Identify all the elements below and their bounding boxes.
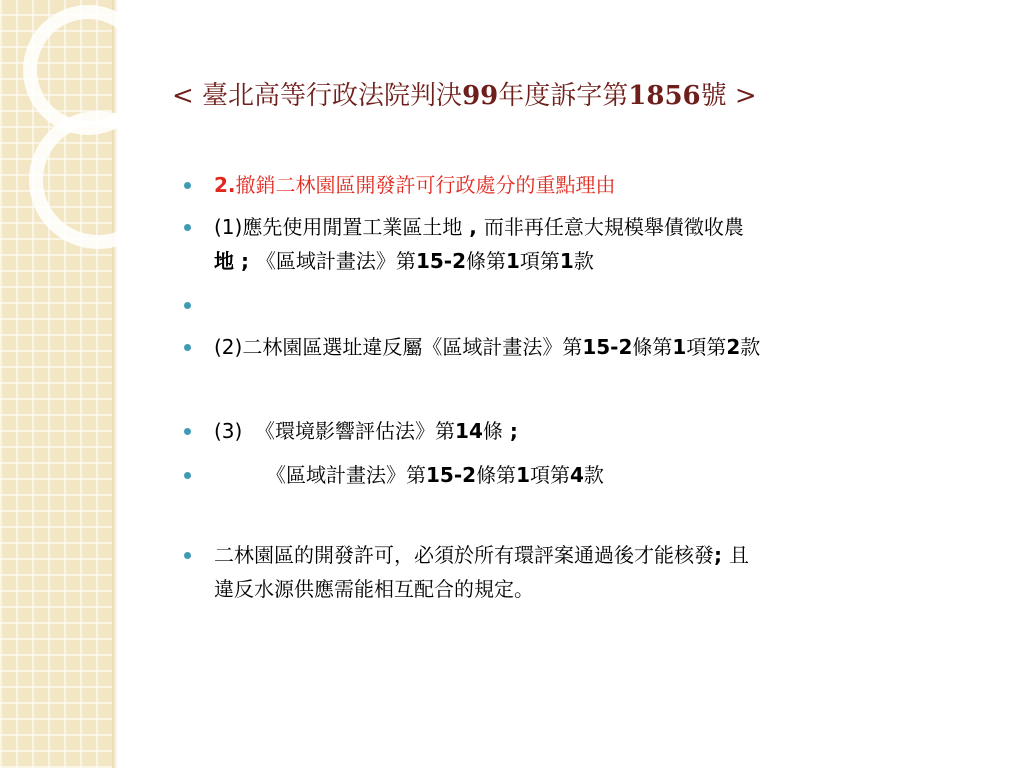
- bullet-segment: 而非再任意大規模舉債徵收農: [483, 215, 744, 239]
- bullet-segment: 1: [672, 335, 687, 359]
- bullet-segment: ;: [714, 543, 729, 567]
- bullet-segment: 《環境影響評估法》第: [255, 419, 456, 443]
- bullet-segment: 條第: [476, 463, 517, 487]
- bullet-icon: [184, 224, 191, 231]
- bullet-segment: 項第: [686, 335, 727, 359]
- bullet-segment: 《區域計畫法》第: [266, 463, 426, 487]
- bullet-line-1: [214, 210, 974, 244]
- bullet-segment: 1: [516, 463, 530, 487]
- bullet-segment: 1: [559, 249, 574, 273]
- bullet-text: [214, 168, 974, 202]
- lower-ring: [36, 118, 160, 242]
- bullet-segment: 《區域計畫法》第: [255, 249, 416, 273]
- bullet-segment: 應先使用閒置工業區土地: [242, 215, 463, 239]
- bullet-segment: 15-2: [582, 335, 633, 359]
- bullet-text: [214, 330, 974, 364]
- bullet-segment: 條: [482, 419, 503, 443]
- bullet-segment: 14: [455, 419, 483, 443]
- bullet-line-2: [214, 244, 974, 278]
- title-mid: 年度訴字第: [498, 81, 629, 111]
- bullet-segment: 條第: [632, 335, 673, 359]
- bullet-segment: 條第: [466, 249, 506, 273]
- bullet-icon: [184, 472, 191, 479]
- bullet-segment: 項第: [529, 463, 570, 487]
- bullet-text: [214, 538, 974, 606]
- decorative-rings: [0, 0, 160, 280]
- bullet-segment: 15-2: [426, 463, 477, 487]
- bullet-segment: 款: [583, 463, 604, 487]
- title-close: 號 >: [700, 81, 757, 111]
- bullet-list: [184, 0, 984, 768]
- bullet-segment: 4: [569, 463, 584, 487]
- bullet-segment: 款: [740, 335, 761, 359]
- bullet-icon: [184, 552, 191, 559]
- bullet-segment: 且: [728, 543, 749, 567]
- bullet-segment: 項第: [519, 249, 560, 273]
- bullet-icon: [184, 344, 191, 351]
- bullet-segment: ,: [462, 215, 484, 239]
- bullet-segment: 款: [573, 249, 594, 273]
- bullet-text: [214, 414, 974, 448]
- title-open: < 臺北高等行政法院判決: [172, 81, 463, 111]
- bullet-segment: 15-2: [415, 249, 466, 273]
- bullet-segment: 二林園區的開發許可，必須於所有環評案通過後才能核發: [214, 543, 714, 567]
- bullet-segment: (2): [214, 335, 243, 359]
- bullet-icon: [184, 182, 191, 189]
- bullet-text: [266, 458, 1024, 492]
- bullet-segment: ;: [502, 419, 518, 443]
- bullet-text: [214, 210, 974, 278]
- bullet-icon: [184, 302, 191, 309]
- bullet-segment: (1): [214, 215, 243, 239]
- title-year: 99: [462, 81, 499, 111]
- bullet-number: 2.: [214, 173, 236, 197]
- bullet-segment: 地 ;: [214, 249, 256, 273]
- bullet-icon: [184, 428, 191, 435]
- bullet-heading: 撤銷二林園區開發許可行政處分的重點理由: [235, 173, 616, 197]
- bullet-line-1: [214, 538, 974, 572]
- title-number: 1856: [628, 81, 701, 111]
- bullet-segment: (3): [214, 419, 256, 443]
- bullet-segment: 2: [726, 335, 741, 359]
- bullet-line-2: 違反水源供應需能相互配合的規定。: [214, 577, 534, 601]
- bullet-segment: 1: [506, 249, 520, 273]
- upper-ring: [30, 12, 146, 128]
- bullet-segment: 二林園區選址違反屬《區域計畫法》第: [242, 335, 583, 359]
